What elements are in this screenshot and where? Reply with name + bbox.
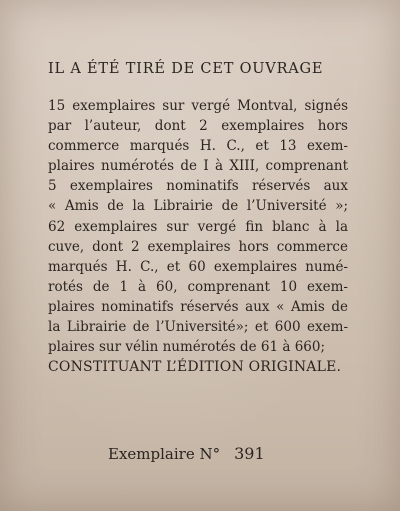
paragraph-line: commerce marqués H. C., et 13 exem- bbox=[48, 138, 348, 155]
paragraph-line: 62 exemplaires sur vergé fin blanc à la bbox=[48, 218, 348, 235]
edition-paragraph bbox=[48, 96, 348, 357]
copy-label: Exemplaire N° bbox=[108, 445, 221, 463]
paragraph-line: la Librairie de l’Université»; et 600 exem- bbox=[48, 319, 348, 336]
paragraph-line: 5 exemplaires nominatifs réservés aux bbox=[48, 178, 348, 195]
copy-number-row bbox=[108, 444, 265, 463]
paragraph-line: marqués H. C., et 60 exemplaires numé- bbox=[48, 258, 348, 275]
paragraph-line: 15 exemplaires sur vergé Montval, signés bbox=[48, 98, 348, 114]
paragraph-line: cuve, dont 2 exemplaires hors commerce bbox=[48, 238, 348, 255]
copy-number: 391 bbox=[234, 444, 265, 463]
paragraph-line: plaires nominatifs réservés aux « Amis de bbox=[48, 298, 348, 315]
paragraph-line: plaires numérotés de I à XIII, comprenant bbox=[48, 158, 348, 175]
paragraph-line: par l’auteur, dont 2 exemplaires hors bbox=[48, 118, 348, 135]
paragraph-line: « Amis de la Librairie de l’Université »; bbox=[48, 198, 348, 215]
edition-note: CONSTITUANT L’ÉDITION ORIGINALE. bbox=[48, 359, 342, 375]
page-heading: IL A ÉTÉ TIRÉ DE CET OUVRAGE bbox=[48, 61, 324, 77]
paragraph-line: rotés de 1 à 60, comprenant 10 exem- bbox=[48, 278, 348, 295]
paragraph-line: plaires sur vélin numérotés de 61 à 660; bbox=[48, 339, 326, 356]
